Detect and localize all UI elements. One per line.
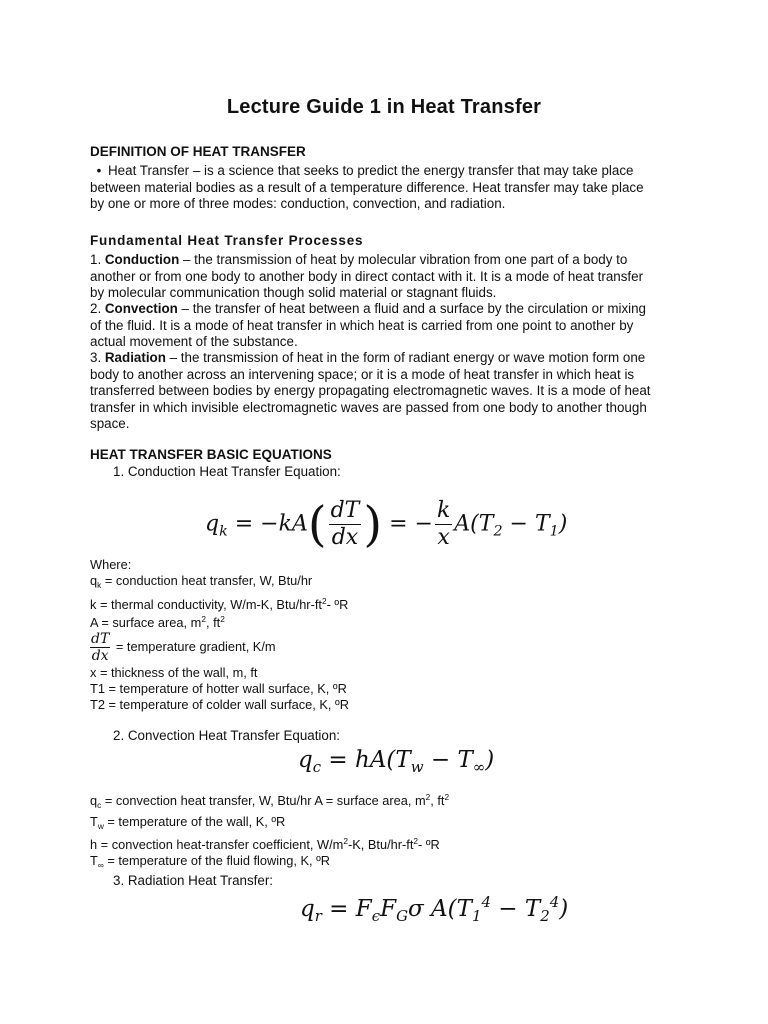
definition-line: • Heat Transfer – is a science that seeks to predict the energy transfer that may take place (90, 163, 690, 180)
term-convection: Convection (104, 301, 178, 316)
term-radiation: Radiation (104, 350, 166, 365)
bullet-marker: • (96, 163, 102, 178)
convection-equation: $q_c = hA(T_w - T_\infty)$ (298, 747, 495, 777)
k-x-fraction: $\frac{k}{x}$ (436, 498, 451, 550)
page-title: Lecture Guide 1 in Heat Transfer (226, 96, 542, 118)
section-heading-definition: DEFINITION OF HEAT TRANSFER (90, 144, 306, 159)
convection-paragraph: 2. Convection – the transfer of heat between a fluid and a surface by the circulation or mixing of the fluid. It is a mode of heat transfer in which heat is carried from one point to another by actual movement of the substance. (90, 301, 647, 349)
convection-definitions: $q_c$ = convection heat transfer, W, Btu/hr A = surface area, $m^2$, $ft^2$ $T_w$ = temperature of the wall, K, ºR h = convection heat-transfer coefficient, $W/m^2-K$, Btu/$hr-ft^2-$ ºR $T_\infty$ = temperature of the fluid flowing, K, ºR (90, 792, 450, 871)
equation-item-convection: 2. Convection Heat Transfer Equation: (113, 728, 341, 743)
equation-item-radiation: 3. Radiation Heat Transfer: (113, 873, 274, 888)
section-heading-equations: HEAT TRANSFER BASIC EQUATIONS (90, 447, 332, 462)
radiation-paragraph: 3. Radiation – the transmission of heat in the form of radiant energy or wave motion form one body to another across an intervening space; or it is a mode of heat transfer in which heat is transferred between bodies by energy propagating electromagnetic waves. It is a mode of heat transfer in which invisible electromagnetic waves are passed from one body to another though space. (90, 350, 651, 431)
definition-line: between material bodies as a result of a temperature difference. Heat transfer may take place (90, 179, 644, 195)
definition-line: by one or more of three modes: conduction, convection, and radiation. (90, 196, 506, 211)
section-heading-fundamental: Fundamental Heat Transfer Processes (90, 233, 364, 248)
radiation-equation: $q_r = F_\epsilon F_G\sigma$ $A(T_1^4 - T_2^4)$ (300, 893, 569, 926)
gradient-fraction: $\frac{dT}{dx}$ (91, 631, 110, 665)
dT-dx-fraction: $\frac{dT}{dx}$ (330, 498, 360, 550)
conduction-equation: $q_k = -kA$( $\frac{dT}{dx}$ ) = − $\frac{k}{x}$ $A(T_2 - T_1)$ (205, 496, 568, 553)
conduction-definitions: Where: $q_k$ = conduction heat transfer, W, Btu/hr k = thermal conductivity, W/m-K, Btu/$hr-ft^2-$ ºR A = surface area, $m^2$, $ft^2$ $\frac{dT}{dx}$ = temperature gradient, K/m x = thickness of the wall, m, ft T1 = temperature of hotter wall surface, K, ºR T2 = temperature of colder wall surface, K, ºR (90, 557, 349, 712)
conduction-paragraph: 1. Conduction – the transmission of heat by molecular vibration from one part of a body to another or from one body to another body in direct contact with it. It is a mode of heat transfer by molecular communication though solid material or stagnant fluids. (90, 252, 644, 300)
term-conduction: Conduction (104, 252, 180, 267)
definition-paragraph (90, 163, 690, 213)
equation-item-conduction: 1. Conduction Heat Transfer Equation: (113, 464, 341, 479)
